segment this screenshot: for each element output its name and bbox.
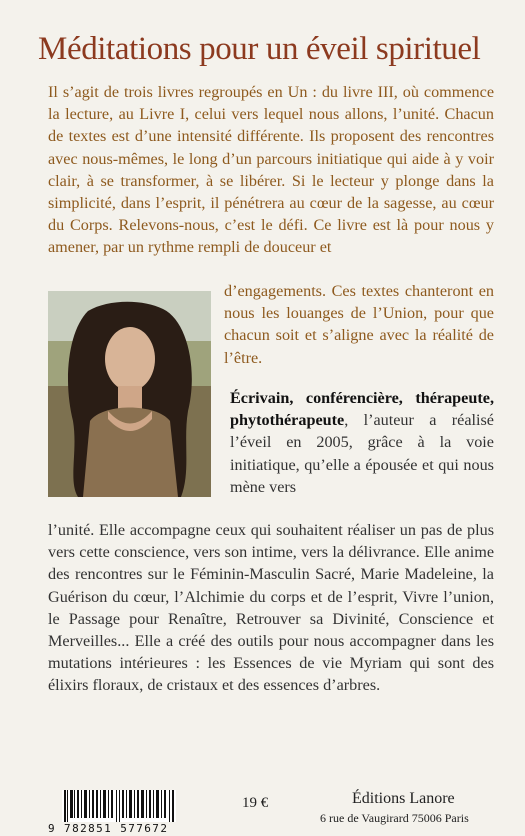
publisher-name: Éditions Lanore — [352, 790, 455, 807]
author-bio-part-1 — [230, 387, 494, 498]
description-part-1: Il s’agit de trois livres regroupés en Un : du livre III, où commence la lecture, au Livre I, celui vers lequel nous allons, l’unité. Chacun de textes est d’une intensité différente. Ils proposent des rencontres avec nous-mêmes, le long d’un parcours initiatique qui aide à y voir clair, à se transformer, à se libérer. Si le lecteur y plonge dans la simplicité, dans l’esprit, il pénétrera au cœur de la sagesse, au cœur du Corps. Relevons-nous, c’est le défi. Ce livre est là pour nous y amener, par un rythme rempli de douceur et — [48, 83, 494, 257]
author-bio-part-2: l’unité. Elle accompagne ceux qui souhaitent réaliser un pas de plus vers cette conscience, vers son intime, vers la délivrance. Elle anime des rencontres sur le Féminin-Masculin Sacré, Marie Madeleine, la Guérison du cœur, l’Alchimie du corps et de l’esprit, Vivre l’union, le Passage pour Renaître, Retrouver sa Divinité, Conscience et Merveilles... Elle a créé des outils pour nous accompagner dans les mutations intérieures : les Essences de vie Myriam qui sont des élixirs floraux, de cristaux et des essences d’arbres. — [48, 521, 494, 695]
barcode — [62, 790, 176, 822]
description-part-2: d’engagements. Ces textes chanteront en nous les louanges de l’Union, pour que chacun soit et s’aligne avec la réalité de l’être. — [224, 282, 494, 367]
author-roles: Écrivain, conférencière, thérapeute, phytothérapeute — [230, 389, 494, 430]
price: 19 € — [242, 795, 269, 811]
author-bio-lead: , l’auteur a réalisé l’éveil en 2005, grâce à la voie initiatique, qu’elle a épousée et qui nous mène vers — [230, 411, 494, 496]
book-title: Méditations pour un éveil spirituel — [38, 31, 481, 67]
barcode-number: 9 782851 577672 — [48, 822, 169, 835]
author-photo — [48, 291, 211, 497]
publisher-address: 6 rue de Vaugirard 75006 Paris — [320, 811, 469, 825]
